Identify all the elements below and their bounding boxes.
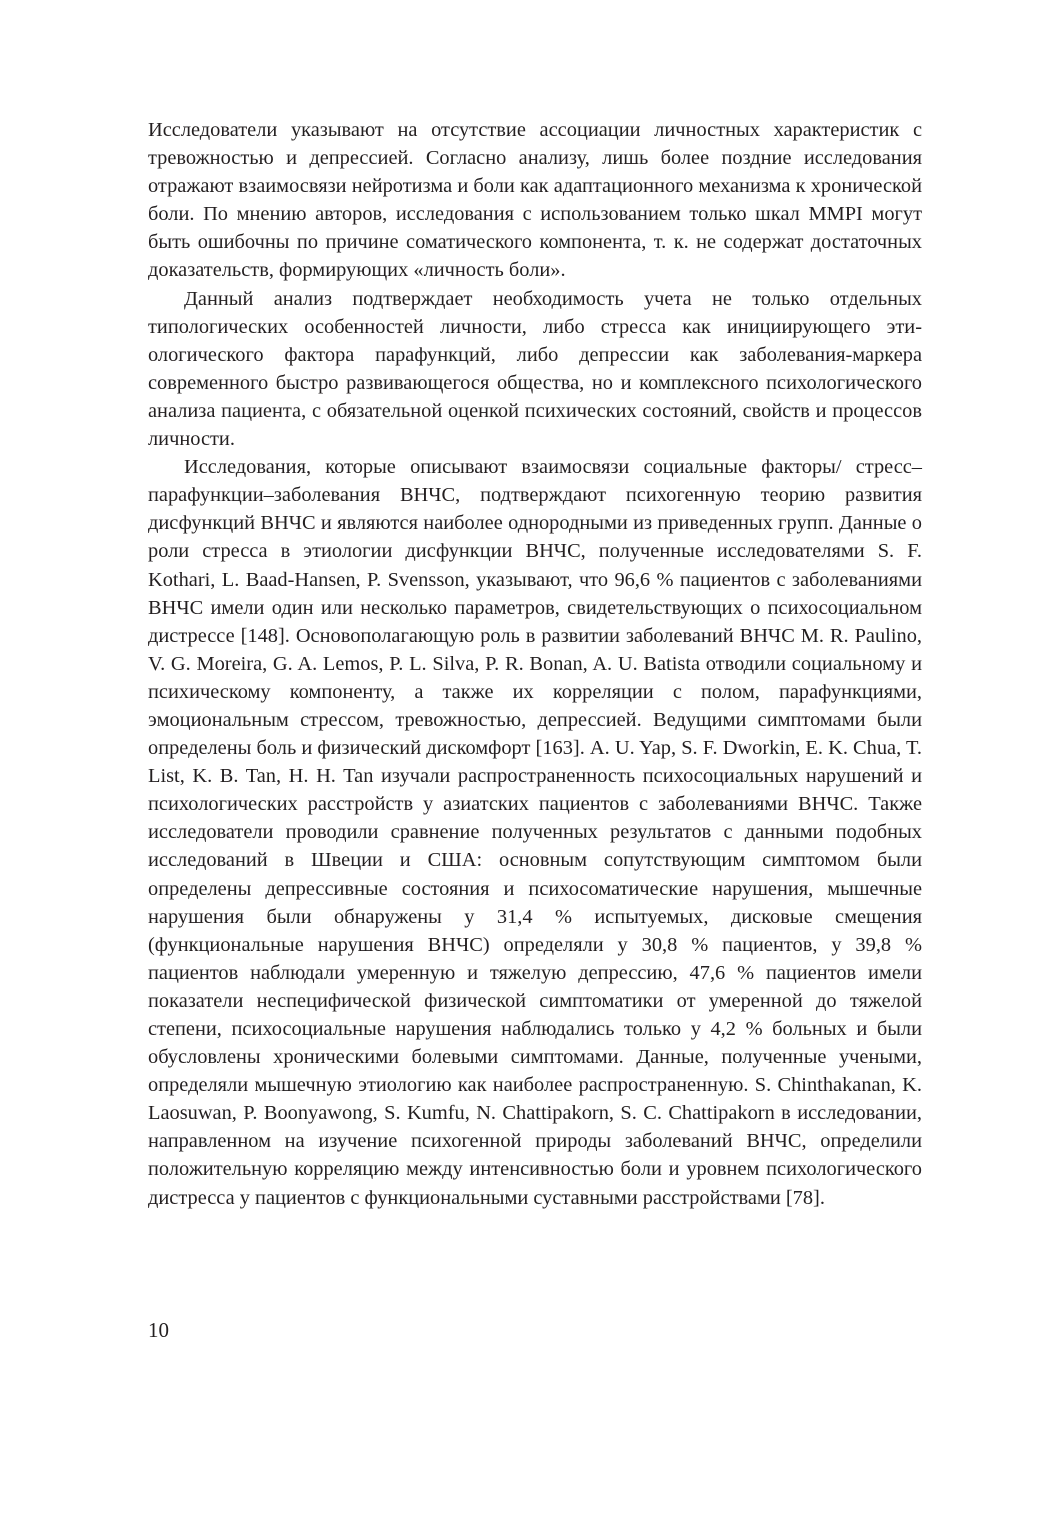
page-body — [148, 116, 922, 1212]
page-number: 10 — [148, 1318, 169, 1342]
paragraph-1: Исследователи указывают на отсутствие ассоциации личностных характеристик с тревожностью и депрессией. Согласно анализу, лишь более поздние исследования отражают взаимосвязи нейротизма и боли как адаптационного механизма к хронической боли. По мнению авторов, исследования с использованием только шкал MMPI могут быть ошибочны по причине соматического компонента, т. к. не содержат достаточных доказательств, формирующих «личность боли». — [148, 119, 922, 282]
paragraph-3: Исследования, которые описывают взаимосвязи социальные факторы/ стресс–парафункции–заболевания ВНЧС, подтверждают психогенную теорию развития дисфункций ВНЧС и являются наиболее однородными из приведенных групп. Данные о роли стресса в этиологии дисфункции ВНЧС, полученные исследователями S. F. Kothari, L. Baad-Hansen, P. Svensson, указывают, что 96,6 % пациентов с заболеваниями ВНЧС имели один или несколько параметров, свидетельствующих о психосоциальном дистрессе [148]. Основополагающую роль в развитии заболеваний ВНЧС M. R. Paulino, V. G. Moreira, G. A. Lemos, P. L. Silva, P. R. Bonan, A. U. Batista отводили социальному и психическому компоненту, а также их корреляции с полом, парафункциями, эмоциональным стрессом, тревожностью, депрессией. Ведущими симптомами были определены боль и физический дискомфорт [163]. A. U. Yap, S. F. Dworkin, E. K. Chua, T. List, K. B. Tan, H. H. Tan изучали распространенность психосоциальных нарушений и психологических расстройств у азиатских пациентов с заболеваниями ВНЧС. Также исследователи проводили сравнение полученных результатов с данными подобных исследований в Швеции и США: основным сопутствующим симптомом были определены депрессивные состояния и психосоматические нарушения, мышечные нарушения были обнаружены у 31,4 % испытуемых, дисковые смещения (функциональные нарушения ВНЧС) определяли у 30,8 % пациентов, у 39,8 % пациентов наблюдали умеренную и тяжелую депрессию, 47,6 % пациентов имели показатели неспецифической физической симптоматики от умеренной до тяжелой степени, психосоциальные нарушения наблюдались только у 4,2 % больных и были обусловлены хроническими болевыми симптомами. Данные, полученные учеными, определяли мышечную этиологию как наиболее распространенную. S. Chinthakanan, K. Laosuwan, P. Boonyawong, S. Kumfu, N. Chattipakorn, S. C. Chattipakorn в исследовании, направленном на изучение психогенной природы заболеваний ВНЧС, определили положительную корреляцию между интенсивностью боли и уровнем психологического дистресса у пациентов с функциональными суставными расстройствами [78]. — [148, 456, 922, 1209]
paragraph-2: Данный анализ подтверждает необходимость учета не только отдельных типологических особенностей личности, либо стресса как инициирующего этиологического фактора парафункций, либо депрессии как заболевания-маркера современного быстро развивающегося общества, но и комплексного психологического анализа пациента, с обязательной оценкой психических состояний, свойств и процессов личности. — [148, 287, 922, 451]
